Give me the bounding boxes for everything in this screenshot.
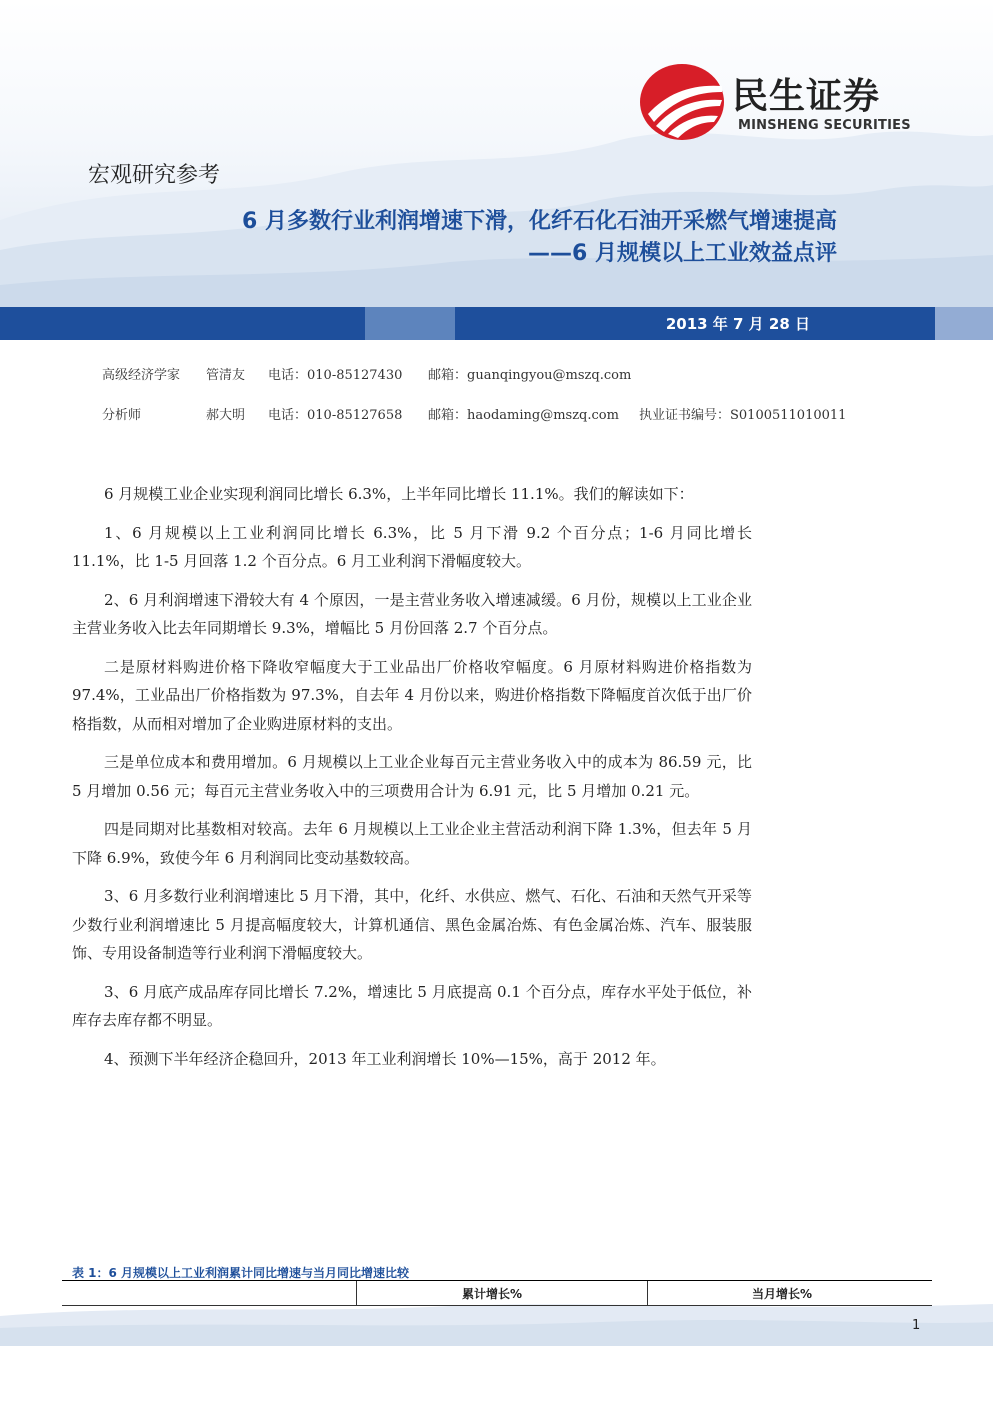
minsheng-logo-icon xyxy=(638,62,726,142)
body-paragraph: 2、6 月利润增速下滑较大有 4 个原因，一是主营业务收入增速减缓。6 月份，规模以上工业企业主营业务收入比去年同期增长 9.3%，增幅比 5 月份回落 2.7 个百分点。 xyxy=(72,590,752,637)
logo-chinese-name: 民生证券 xyxy=(732,76,881,117)
report-subtitle: ——6 月规模以上工业效益点评 xyxy=(528,241,837,266)
body-paragraph: 1、6 月规模以上工业利润同比增长 6.3%，比 5 月下滑 9.2 个百分点；1-6 月同比增长 11.1%，比 1-5 月回落 1.2 个百分点。6 月工业利润下滑幅度较大。 xyxy=(72,523,752,570)
page-number: 1 xyxy=(912,1318,921,1333)
report-body xyxy=(72,480,752,1083)
table-header-cell: 当月增长% xyxy=(752,1287,813,1301)
body-paragraph: 二是原材料购进价格下降收窄幅度大于工业品出厂价格收窄幅度。6 月原材料购进价格指数为 97.4%，工业品出厂价格指数为 97.3%，自去年 4 月份以来，购进价格指数下降幅度首次低于出厂价格指数，从而相对增加了企业购进原材料的支出。 xyxy=(72,657,752,733)
table-caption: 表 1：6 月规模以上工业利润累计同比增速与当月同比增速比较 xyxy=(72,1266,410,1280)
contact-role: 分析师 xyxy=(102,408,142,423)
logo-english-name: MINSHENG SECURITIES xyxy=(738,118,911,133)
table-header-row xyxy=(62,1281,932,1306)
report-date: 2013 年 7 月 28 日 xyxy=(665,315,810,333)
contact-role: 高级经济学家 xyxy=(102,368,181,383)
contact-phone: 电话：010-85127430 xyxy=(268,368,403,383)
contact-name: 郝大明 xyxy=(206,408,246,423)
body-paragraph: 3、6 月多数行业利润增速比 5 月下滑，其中，化纤、水供应、燃气、石化、石油和天然气开采等少数行业利润增速比 5 月提高幅度较大，计算机通信、黑色金属冶炼、有色金属冶炼、汽车、服装服饰、专用设备制造等行业利润下滑幅度较大。 xyxy=(72,887,752,962)
body-paragraph: 6 月规模工业企业实现利润同比增长 6.3%，上半年同比增长 11.1%。我们的解读如下： xyxy=(104,485,694,503)
column-divider xyxy=(356,1281,357,1305)
report-series: 宏观研究参考 xyxy=(88,163,221,188)
data-table xyxy=(62,1280,932,1306)
contact-email[interactable]: 邮箱：guanqingyou@mszq.com xyxy=(428,368,632,383)
contact-phone: 电话：010-85127658 xyxy=(268,408,403,423)
body-paragraph: 3、6 月底产成品库存同比增长 7.2%，增速比 5 月底提高 0.1 个百分点，库存水平处于低位，补库存去库存都不明显。 xyxy=(72,982,752,1029)
column-divider xyxy=(647,1281,648,1305)
body-paragraph: 4、预测下半年经济企稳回升，2013 年工业利润增长 10%—15%，高于 2012 年。 xyxy=(104,1049,666,1068)
body-paragraph: 四是同期对比基数相对较高。去年 6 月规模以上工业企业主营活动利润下降 1.3%，但去年 5 月下降 6.9%，致使今年 6 月利润同比变动基数较高。 xyxy=(72,820,752,867)
contact-cert: 执业证书编号：S0100511010011 xyxy=(639,408,847,423)
company-logo xyxy=(638,62,928,142)
report-title: 6 月多数行业利润增速下滑，化纤石化石油开采燃气增速提高 xyxy=(242,209,837,234)
date-band xyxy=(0,307,993,340)
table-header-cell: 累计增长% xyxy=(462,1287,523,1301)
contact-email[interactable]: 邮箱：haodaming@mszq.com xyxy=(428,408,619,423)
body-paragraph: 三是单位成本和费用增加。6 月规模以上工业企业每百元主营业务收入中的成本为 86.59 元，比 5 月增加 0.56 元；每百元主营业务收入中的三项费用合计为 6.91 元，比 5 月增加 0.21 元。 xyxy=(72,753,752,800)
contact-name: 管清友 xyxy=(206,368,246,383)
